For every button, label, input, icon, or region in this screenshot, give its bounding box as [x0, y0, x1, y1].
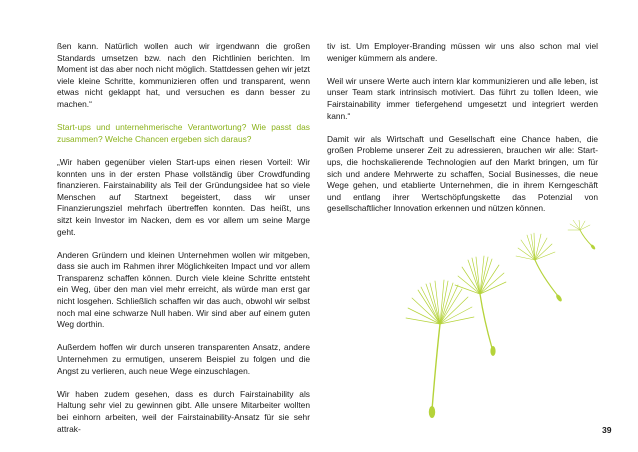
paragraph: „Wir haben gegenüber vielen Start-ups einen riesen Vorteil: Wir konnten uns in der ersten Phase vollständig über Crowdfunding finanzieren. Fairstainability als Teil der Gründungsidee hat so viele Menschen auf Startnext begeistert, dass wir unser Finanzierungsziel mehrfach übertreffen konnten. Das heißt, uns sitzt kein Investor im Nacken, dem es vor allem um seine Marge geht. — [57, 156, 310, 237]
left-text-column — [57, 41, 310, 435]
paragraph: Wir haben zudem gesehen, dass es durch Fairstainability als Haltung sehr viel zu gewinnen gibt. Alle unsere Mitarbeiter wollten bei einhorn arbeiten, weil der Fairstainability-Ansatz für sie sehr attrak- — [57, 388, 310, 434]
paragraph: Weil wir unsere Werte auch intern klar kommunizieren und alle leben, ist unser Team stark intrinsisch motiviert. Das führt zu tollen Ideen, wie Fairstainability immer tiefergehend umgesetzt und integriert werden kann.“ — [327, 75, 598, 121]
paragraph: Anderen Gründern und kleinen Unternehmen wollen wir mitgeben, dass sie auch im Rahmen ihrer Möglichkeiten Impact und vor allem Transparenz schaffen können. Durch viele kleine Schritte entsteht ein Weg, über den man viel mehr erreicht, als würde man erst gar nicht losgehen. Schließlich schaffen wir das auch, obwohl wir selbst noch mal eine schwarze Null haben. Wir sind aber auf einem guten Weg dorthin. — [57, 249, 310, 330]
dandelion-seed-icon — [568, 220, 596, 250]
page-number: 39 — [602, 425, 612, 435]
dandelion-seed-icon — [406, 280, 474, 418]
right-text-column — [327, 41, 598, 215]
paragraph: Außerdem hoffen wir durch unseren transparenten Ansatz, andere Unternehmen zu ermutigen, unserem Beispiel zu folgen und die Angst zu verlieren, auch neue Wege einzuschlagen. — [57, 342, 310, 376]
paragraph: ßen kann. Natürlich wollen auch wir irgendwann die großen Standards umsetzen bzw. nach den Richtlinien berichten. Im Moment ist das aber noch nicht möglich. Stattdessen gehen wir jetzt viele kleine Schritte, kommunizieren offen und transparent, wenn etwas nicht geklappt hat, und versuchen es dann besser zu machen.“ — [57, 41, 310, 109]
paragraph: tiv ist. Um Employer-Branding müssen wir uns also schon mal viel weniger kümmern als andere. — [327, 41, 598, 63]
interview-question: Start-ups und unternehmerische Verantwortung? Wie passt das zusammen? Welche Chancen ergeben sich daraus? — [57, 122, 310, 144]
dandelion-seed-icon — [516, 233, 563, 302]
paragraph: Damit wir als Wirtschaft und Gesellschaft eine Chance haben, die großen Probleme unserer Zeit zu adressieren, brauchen wir alle: Start-ups, die hochskalierende Technologien auf den Markt bringen, um für sich und andere Mehrwerte zu schaffen, Social Businesses, die neue Wege gehen, und etablierte Unternehmen, die in ihrem Kerngeschäft und entlang ihrer Wertschöpfungskette das Potenzial von gesellschaftlicher Innovation erkennen und nützen können. — [327, 133, 598, 214]
dandelion-seed-icon — [455, 256, 506, 356]
dandelion-seeds-illustration — [380, 220, 605, 420]
